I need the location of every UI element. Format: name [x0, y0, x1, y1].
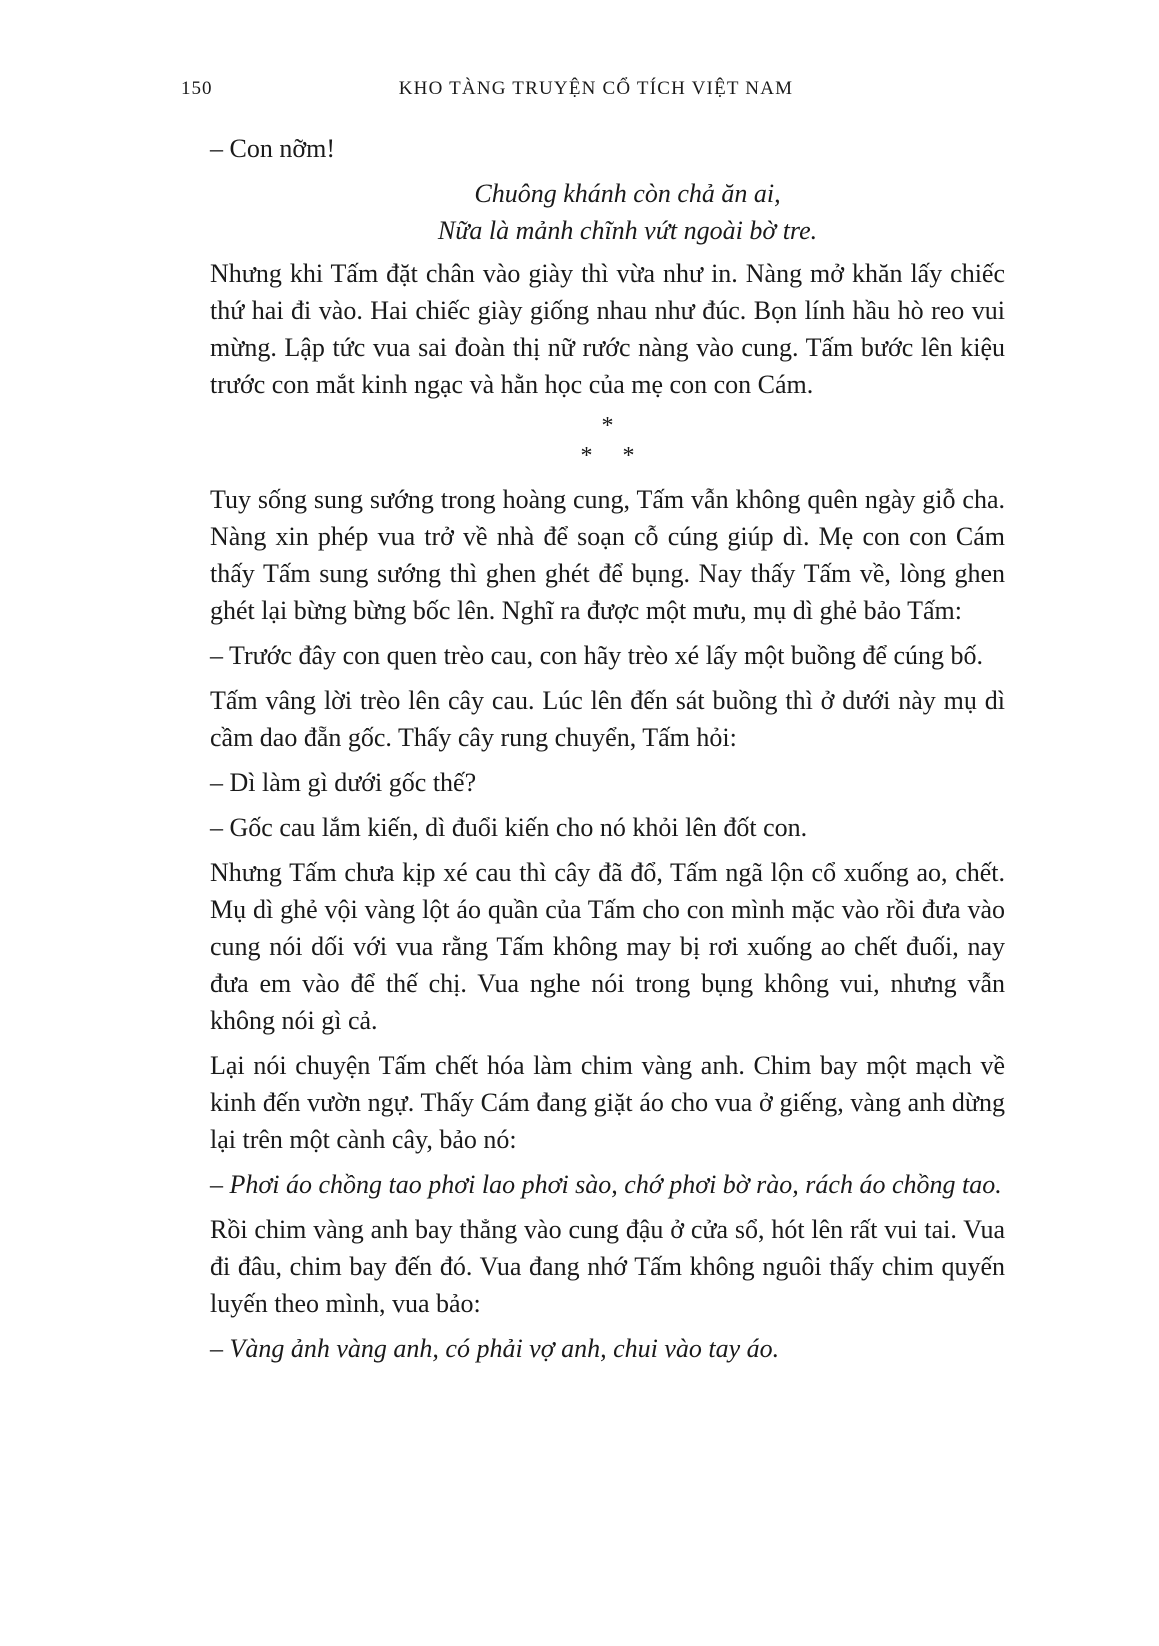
- dialogue-line: – Con nỡm!: [210, 134, 335, 163]
- dialogue-line: – Dì làm gì dưới gốc thế?: [210, 768, 477, 797]
- verse-line: Nữa là mảnh chĩnh vứt ngoài bờ tre.: [437, 216, 818, 245]
- divider-asterisks-bottom: * *: [580, 443, 635, 469]
- dialogue-line: – Gốc cau lắm kiến, dì đuổi kiến cho nó khỏi lên đốt con.: [210, 813, 808, 842]
- verse-line: Chuông khánh còn chả ăn ai,: [474, 179, 781, 208]
- paragraph: Lại nói chuyện Tấm chết hóa làm chim vàng anh. Chim bay một mạch về kinh đến vườn ngự. Thấy Cám đang giặt áo cho vua ở giếng, vàng anh dừng lại trên một cành cây, bảo nó:: [210, 1051, 1005, 1154]
- dialogue-line-italic: – Vàng ảnh vàng anh, có phải vợ anh, chui vào tay áo.: [210, 1334, 780, 1363]
- dialogue-line-italic: – Phơi áo chồng tao phơi lao phơi sào, chớ phơi bờ rào, rách áo chồng tao.: [210, 1170, 1002, 1199]
- running-title: KHO TÀNG TRUYỆN CỔ TÍCH VIỆT NAM: [398, 78, 794, 99]
- paragraph: Rồi chim vàng anh bay thẳng vào cung đậu ở cửa sổ, hót lên rất vui tai. Vua đi đâu, chim bay đến đó. Vua đang nhớ Tấm không nguôi thấy chim quyến luyến theo mình, vua bảo:: [210, 1215, 1005, 1318]
- dialogue-line: – Trước đây con quen trèo cau, con hãy trèo xé lấy một buồng để cúng bố.: [210, 641, 983, 670]
- paragraph: Tuy sống sung sướng trong hoàng cung, Tấm vẫn không quên ngày giỗ cha. Nàng xin phép vua trở về nhà để soạn cỗ cúng giúp dì. Mẹ con con Cám thấy Tấm sung sướng thì ghen ghét để bụng. Nay thấy Tấm về, lòng ghen ghét lại bừng bừng bốc lên. Nghĩ ra được một mưu, mụ dì ghẻ bảo Tấm:: [210, 485, 1005, 625]
- divider-asterisk-top: *: [601, 413, 614, 439]
- paragraph: Nhưng khi Tấm đặt chân vào giày thì vừa như in. Nàng mở khăn lấy chiếc thứ hai đi vào. Hai chiếc giày giống nhau như đúc. Bọn lính hầu hò reo vui mừng. Lập tức vua sai đoàn thị nữ rước nàng vào cung. Tấm bước lên kiệu trước con mắt kinh ngạc và hằn học của mẹ con con Cám.: [210, 259, 1005, 399]
- body-text: [210, 130, 1005, 1375]
- verse-block: [210, 175, 1005, 249]
- section-divider: [210, 411, 1005, 471]
- running-head: [181, 78, 1001, 108]
- paragraph: Nhưng Tấm chưa kịp xé cau thì cây đã đổ, Tấm ngã lộn cổ xuống ao, chết. Mụ dì ghẻ vội vàng lột áo quần của Tấm cho con mình mặc vào rồi đưa vào cung nói dối với vua rằng Tấm không may bị rơi xuống ao chết đuối, nay đưa em vào để thế chị. Vua nghe nói trong bụng không vui, nhưng vẫn không nói gì cả.: [210, 858, 1005, 1035]
- page-number: 150: [181, 78, 213, 99]
- paragraph: Tấm vâng lời trèo lên cây cau. Lúc lên đến sát buồng thì ở dưới này mụ dì cầm dao đẵn gốc. Thấy cây rung chuyển, Tấm hỏi:: [210, 686, 1005, 752]
